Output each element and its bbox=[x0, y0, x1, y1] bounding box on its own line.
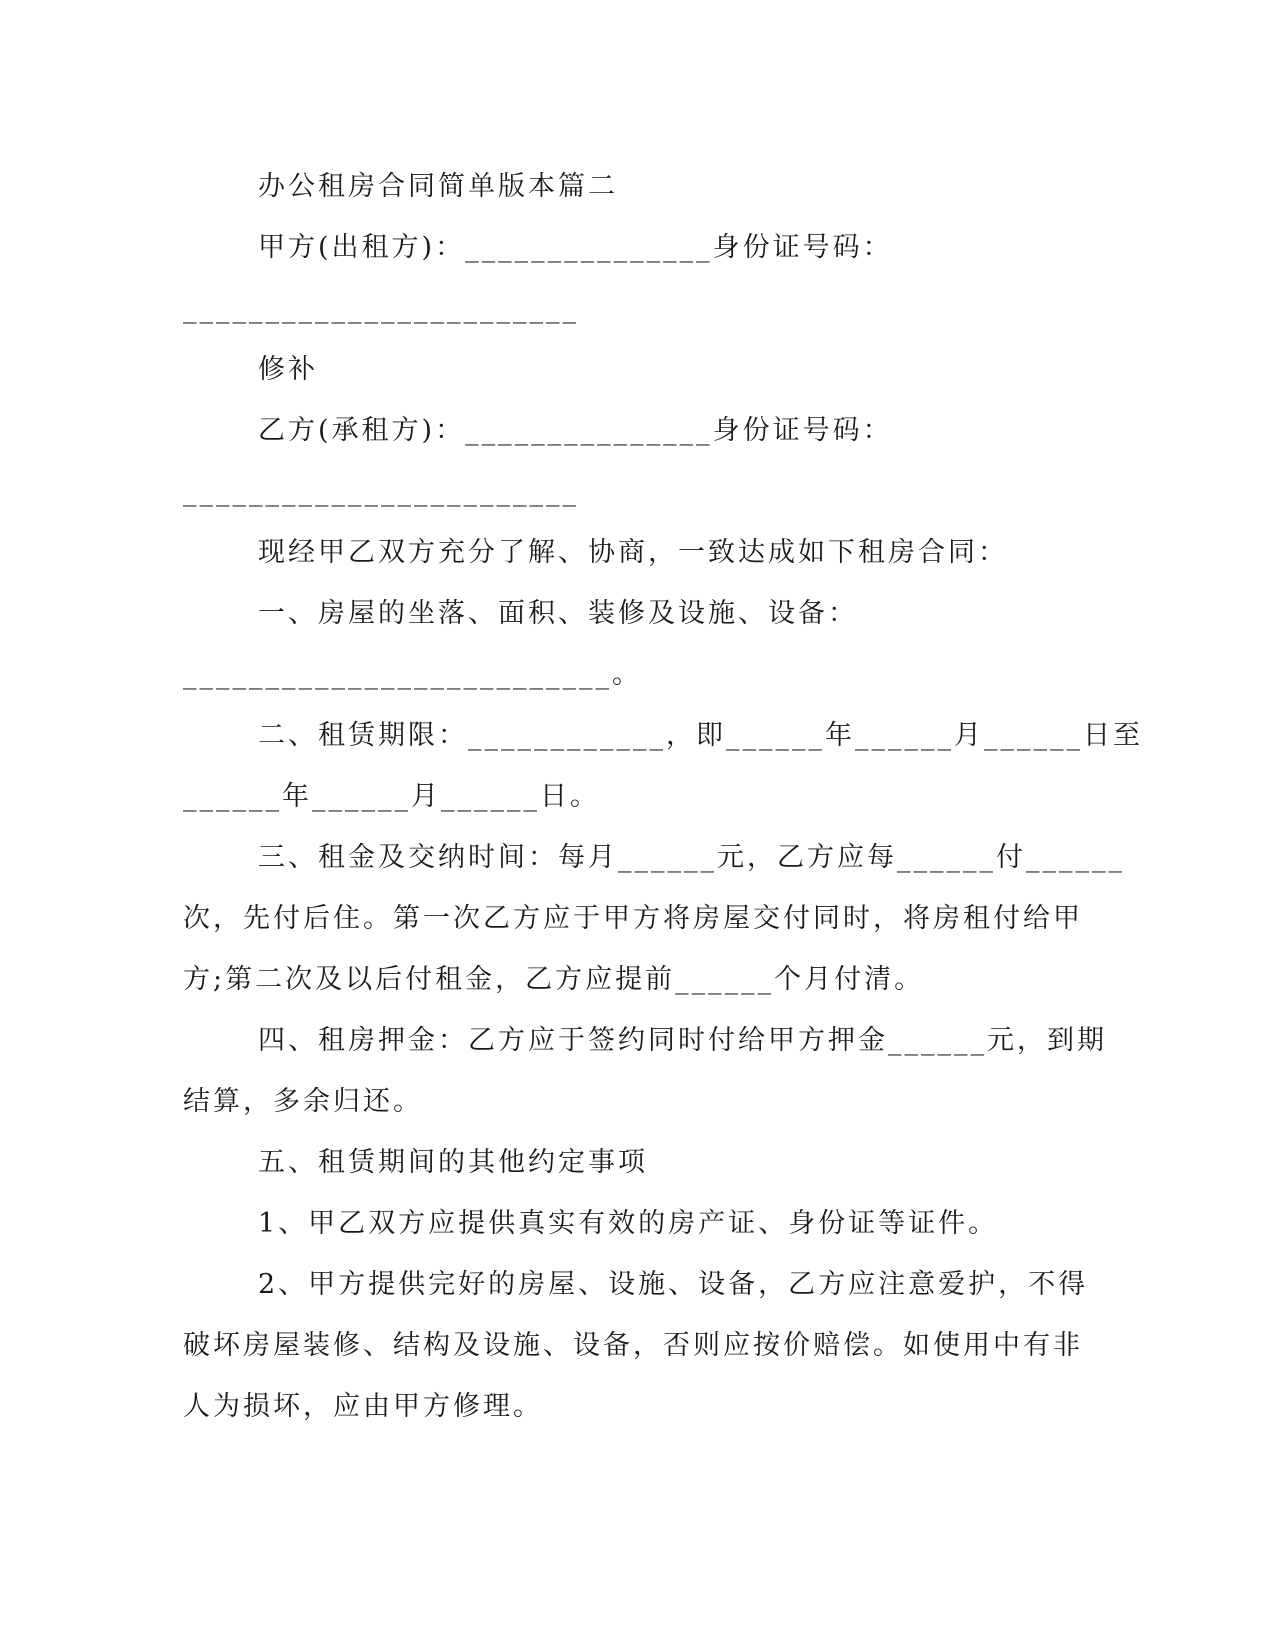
clause-4-line-2: 结算，多余归还。 bbox=[183, 1086, 423, 1117]
clause-3-line-2: 次，先付后住。第一次乙方应于甲方将房屋交付同时，将房租付给甲 bbox=[183, 903, 1083, 934]
party-a-id-blank: ________________________ bbox=[183, 293, 579, 324]
clause-5-item-2-line-2: 破坏房屋装修、结构及设施、设备，否则应按价赔偿。如使用中有非 bbox=[183, 1330, 1083, 1361]
document-title: 办公租房合同简单版本篇二 bbox=[258, 171, 618, 202]
clause-3-line-1: 三、租金及交纳时间：每月______元，乙方应每______付______ bbox=[258, 842, 1125, 873]
document-body bbox=[183, 156, 1143, 1437]
clause-4-line-1: 四、租房押金：乙方应于签约同时付给甲方押金______元，到期 bbox=[258, 1025, 1107, 1056]
party-a-line: 甲方(出租方)：_______________身份证号码： bbox=[258, 232, 893, 263]
clause-5-item-1: 1、甲乙双方应提供真实有效的房产证、身份证等证件。 bbox=[258, 1208, 999, 1239]
party-b-id-blank: ________________________ bbox=[183, 476, 579, 507]
clause-1-blank: __________________________。 bbox=[183, 659, 642, 690]
clause-1-heading: 一、房屋的坐落、面积、装修及设施、设备： bbox=[258, 598, 858, 629]
note-line: 修补 bbox=[258, 354, 318, 385]
clause-5-item-2-line-1: 2、甲方提供完好的房屋、设施、设备，乙方应注意爱护，不得 bbox=[258, 1269, 1089, 1300]
clause-5-heading: 五、租赁期间的其他约定事项 bbox=[258, 1147, 648, 1178]
clause-5-item-2-line-3: 人为损坏，应由甲方修理。 bbox=[183, 1391, 543, 1422]
preamble-paragraph: 现经甲乙双方充分了解、协商，一致达成如下租房合同： bbox=[258, 537, 1008, 568]
party-b-line: 乙方(承租方)：_______________身份证号码： bbox=[258, 415, 893, 446]
clause-2-line-2: ______年______月______日。 bbox=[183, 781, 600, 812]
clause-2-line-1: 二、租赁期限：____________，即______年______月______日至 bbox=[258, 720, 1143, 751]
clause-3-line-3: 方;第二次及以后付租金，乙方应提前______个月付清。 bbox=[183, 964, 925, 995]
